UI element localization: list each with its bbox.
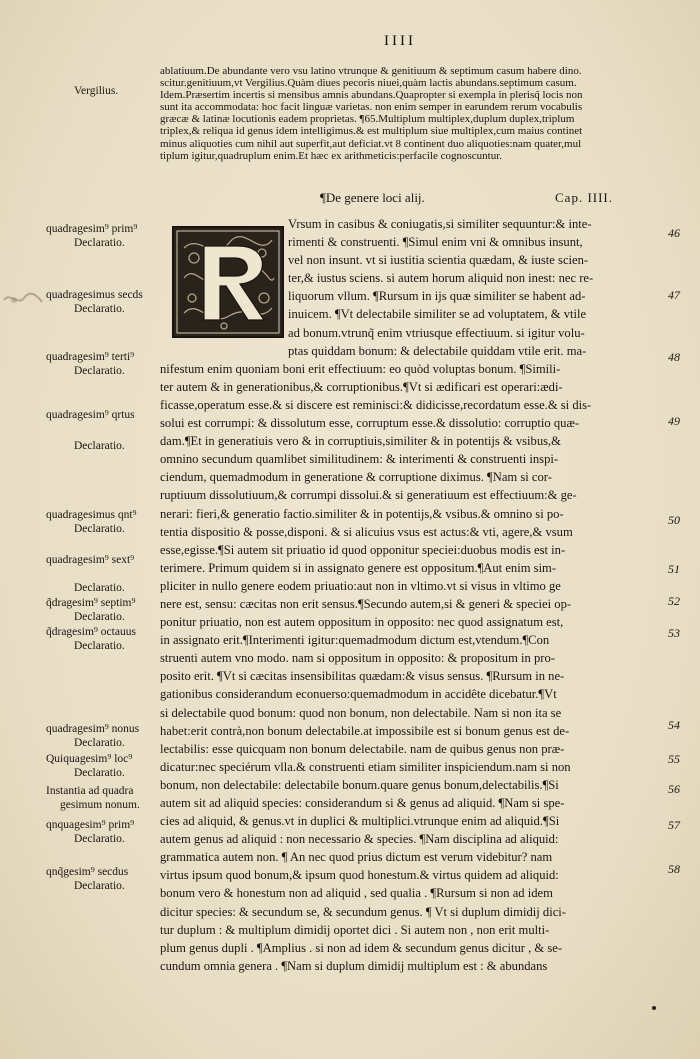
text-line: tiplum igitur,quadruplum enim.Et hæc ex arithmeticis:perfacile cognoscuntur. — [160, 149, 503, 162]
text-line: in assignato erit.¶Interimenti igitur:quemadmodum dictum est,vtendum.¶Con — [160, 633, 550, 648]
line-number: 54 — [668, 718, 680, 732]
text-line: struenti autem vno modo. nam si oppositum in opposito: & propositum in pro- — [160, 651, 555, 666]
margin-note-line: quadragesim⁹ qrtus — [46, 409, 135, 421]
text-line: gationibus considerandum econuerso:quemadmodum in accidête dicebatur.¶Vt — [160, 687, 557, 702]
margin-note-line: q̃dragesim⁹ septim⁹ — [46, 597, 136, 609]
text-line: tur duplum : & multiplum dimidij oportet dici . Si autem non , non erit multi- — [160, 922, 550, 937]
text-line: si delectabile quod bonum: quod non bonum, non delectabile. Nam si non ita se — [160, 705, 562, 720]
text-line: Vrsum in casibus & coniugatis,si similiter sequuntur:& inte- — [288, 217, 592, 231]
margin-note — [46, 625, 136, 653]
margin-note-line: Declaratio. — [74, 737, 125, 749]
margin-note — [46, 752, 132, 780]
margin-note-line: quadragesim⁹ terti⁹ — [46, 351, 135, 363]
text-line: minus aliquoties cum nihil aut superfit,aut deficiat.vt 8 continent duo aliquoties:nam quater,mul — [160, 137, 582, 150]
text-line: lectabilis: esse quicquam non bonum delectabile. nam de quibus genus non præ- — [160, 741, 565, 756]
margin-note-line: quadragesim⁹ nonus — [46, 723, 140, 735]
margin-note-line: Declaratio. — [74, 833, 125, 845]
line-number: 56 — [668, 782, 680, 796]
margin-note-line: Declaratio. — [74, 237, 125, 249]
margin-note — [46, 508, 137, 536]
ink-blot-icon — [2, 288, 44, 312]
text-line: solui est corrumpi: & dissolutum esse, corruptum esse.& dissolutio: corruptio quæ- — [160, 416, 580, 431]
text-line: ruptiuum dissolutiuum,& corrumpi dissolui.& si generatiuum est effectiuum:& ge- — [160, 488, 577, 503]
text-line: sunt ita accommodata: hoc facit linguæ varietas. non enim semper in earundem rerum vocabulis — [160, 101, 583, 114]
text-line: tentia dispositio & posse,disponi. & si alicuius vsus est actus:& vti, agere,& vsum — [160, 524, 573, 539]
margin-note — [46, 722, 139, 750]
margin-note-line: Declaratio. — [74, 880, 125, 892]
text-line: bonum, non delectabile: delectabile bonum.quare genus bonum,delectabilis.¶Si — [160, 777, 559, 792]
text-line: nerari: fieri,& generatio factio.similiter & in potentijs,& vsibus.& omnino si po- — [160, 506, 564, 521]
margin-note-line: qnquagesim⁹ prim⁹ — [46, 819, 135, 831]
margin-note-line: Declaratio. — [74, 767, 125, 779]
margin-note-line: Declaratio. — [74, 303, 125, 315]
margin-note — [46, 553, 134, 595]
text-line: ciendum, quemadmodum in generatione & corruptione diximus. ¶Nam si cor- — [160, 470, 552, 485]
text-line: dicatur:nec speciérum vlla.& construenti etiam similiter inspiciendum.nam si non — [160, 759, 571, 774]
margin-note-line: Declaratio. — [74, 365, 125, 377]
margin-note-line: Declaratio. — [74, 611, 125, 623]
margin-note-line: Declaratio. — [74, 640, 125, 652]
margin-note-line: Quiquagesim⁹ loc⁹ — [46, 753, 133, 765]
margin-note — [46, 818, 134, 846]
margin-note-vergilius: Vergilius. — [74, 85, 119, 97]
text-line: ter,& iustus sciens. si autem horum aliquid non inest: nec re- — [288, 271, 594, 286]
margin-note — [46, 350, 134, 378]
text-line: ter autem & in generationibus,& corruptionibus.¶Vt si ædificari est operari:ædi- — [160, 379, 563, 394]
margin-note-line: quadragesim⁹ sext⁹ — [46, 554, 135, 566]
text-line: pliciter in nullo genere eodem priuatio:aut non in vltimo.vt si visus in vltimo ge — [160, 578, 561, 593]
main-body-text — [160, 215, 660, 975]
margin-note-line: quadragesimus qnt⁹ — [46, 509, 137, 521]
text-line: græcæ & latinæ locutionis eadem proprietas. ¶65.Multiplum multiplex,duplum duplex,triplum — [160, 113, 575, 126]
text-line: nifestum enim quoniam boni erit effectiuum: eo quòd voluptas bonum. ¶Simili- — [160, 361, 561, 376]
chapter-heading: ¶De genere loci alij. — [320, 190, 425, 205]
top-paragraph — [160, 65, 665, 162]
line-number: 52 — [668, 594, 680, 608]
text-line: autem sit ad aliquid species: considerandum si & genus ad aliquid. ¶Nam si spe- — [160, 796, 565, 810]
text-line: posito erit. ¶Vt si cæcitas insensibilitas quædam:& visus sensus. ¶Rursum in ne- — [160, 669, 565, 684]
text-line: ablatiuum.De abundante vero vsu latino vtrunque & genitiuum & septimum casum habere dino. — [160, 65, 582, 77]
margin-note — [46, 288, 143, 316]
text-line: autem genus ad aliquid : non necessario & species. ¶Nam disciplina ad aliquid: — [160, 832, 559, 847]
text-line: plum genus dupli . ¶Amplius . si non ad idem & secundum genus dicitur , & se- — [160, 940, 563, 955]
margin-note — [46, 865, 128, 893]
text-line: omnino secundum quamlibet similitudinem: & interimenti & construenti inspi- — [160, 452, 559, 467]
line-number: 48 — [668, 350, 680, 364]
line-number: 46 — [668, 226, 680, 240]
text-line: virtus ipsum quod bonum,& ipsum quod honestum.& virtus quidem ad aliquid: — [160, 868, 559, 883]
text-line: bonum vero & honestum non ad aliquid , sed qualia . ¶Rursum si non ad idem — [160, 886, 553, 901]
line-number: 50 — [668, 513, 680, 527]
text-line: liquorum vllum. ¶Rursum in ijs quæ similiter se habent ad- — [288, 289, 586, 304]
line-number: 51 — [668, 562, 680, 576]
text-line: terimere. Primum quidem si in assignato genere est oppositum.¶Aut enim sim- — [160, 560, 557, 575]
text-line: dam.¶Et in generatiuis vero & in corruptiuis,similiter & in potentijs & vsibus,& — [160, 434, 561, 449]
line-number: 53 — [668, 626, 680, 640]
line-number: 57 — [668, 818, 680, 832]
margin-note — [46, 408, 135, 453]
line-number: 55 — [668, 752, 680, 766]
margin-note-line: Instantia ad quadra — [46, 785, 134, 797]
text-line: vel non insunt. vt si iustitia scientia quædam, & iuste scien- — [288, 253, 589, 268]
text-line: scitur.genitiuum,vt Vergilius.Quàm diues pecoris niuei,quàm lactis abundans.septimum casum. — [160, 77, 577, 90]
margin-note-line: q̃dragesim⁹ octauus — [46, 626, 136, 638]
margin-note — [46, 222, 137, 250]
margin-note-line: Declaratio. — [74, 582, 125, 594]
text-line: Idem.Præsertim incertis si mensibus amnis abundans.Quapropter si exempla in plerisq̃ locis non — [160, 89, 583, 102]
text-line: ficasse,operatum esse.& si discere est reminisci:& didicisse,recordatum esse.& si dis- — [160, 397, 592, 412]
text-line: nere est, sensu: cæcitas non erit sensus.¶Secundo autem,si & generi & speciei op- — [160, 596, 572, 611]
text-line: inuicem. ¶Vt delectabile similiter se ad voluptatem, & vtile — [288, 307, 587, 322]
line-number: 49 — [668, 414, 680, 428]
text-line: ponitur priuatio, non est autem oppositum in opposito: nec quod assignatum est, — [160, 615, 564, 630]
text-line: cies ad aliquid, & genus.vt in duplici & multiplici.vtrunque enim ad aliquid.¶Si — [160, 814, 560, 829]
chapter-number: Cap. IIII. — [555, 190, 614, 205]
text-line: dicitur species: & secundum se, & secundum genus. ¶ Vt si duplum dimidij dici- — [160, 904, 566, 919]
text-line: esse,egisse.¶Si autem sit priuatio id quod opponitur speciei:duobus modis est in- — [160, 542, 566, 557]
text-line: habet:erit contrà,non bonum delectabile.at impossibile est si bonum genus est de- — [160, 723, 570, 738]
margin-note — [46, 596, 135, 624]
margin-note-line: Declaratio. — [74, 523, 125, 535]
ink-dot-icon — [651, 1005, 657, 1011]
margin-note-line: Declaratio. — [74, 440, 125, 452]
text-line: cundum omnia genera . ¶Nam si duplum dimidij multiplum est : & abundans — [160, 958, 548, 973]
margin-note-line: quadragesim⁹ prim⁹ — [46, 223, 138, 235]
text-line: rimenti & construenti. ¶Simul enim vni & omnibus insunt, — [288, 235, 583, 250]
margin-note-line: quadragesimus secds — [46, 289, 143, 301]
text-line: ptas quiddam bonum: & delectabile quiddam vtile erit. ma- — [288, 343, 587, 358]
text-line: ad bonum.vtrunq̃ enim vtriusque effectiuum. si igitur volu- — [288, 325, 585, 340]
text-line: grammatica autem non. ¶ An nec quod prius dictum est verum videbitur? nam — [160, 850, 553, 865]
margin-note-line: gesimum nonum. — [60, 799, 140, 811]
margin-note-line: qnq̃gesim⁹ secdus — [46, 866, 129, 878]
line-number: 47 — [668, 288, 680, 302]
folio-number: IIII — [384, 33, 416, 49]
line-number: 58 — [668, 862, 680, 876]
margin-note — [46, 784, 140, 812]
text-line: triplex,& reliqua id genus idem intelligimus.& est multiplum siue multiplex,cum maius continet — [160, 125, 583, 138]
